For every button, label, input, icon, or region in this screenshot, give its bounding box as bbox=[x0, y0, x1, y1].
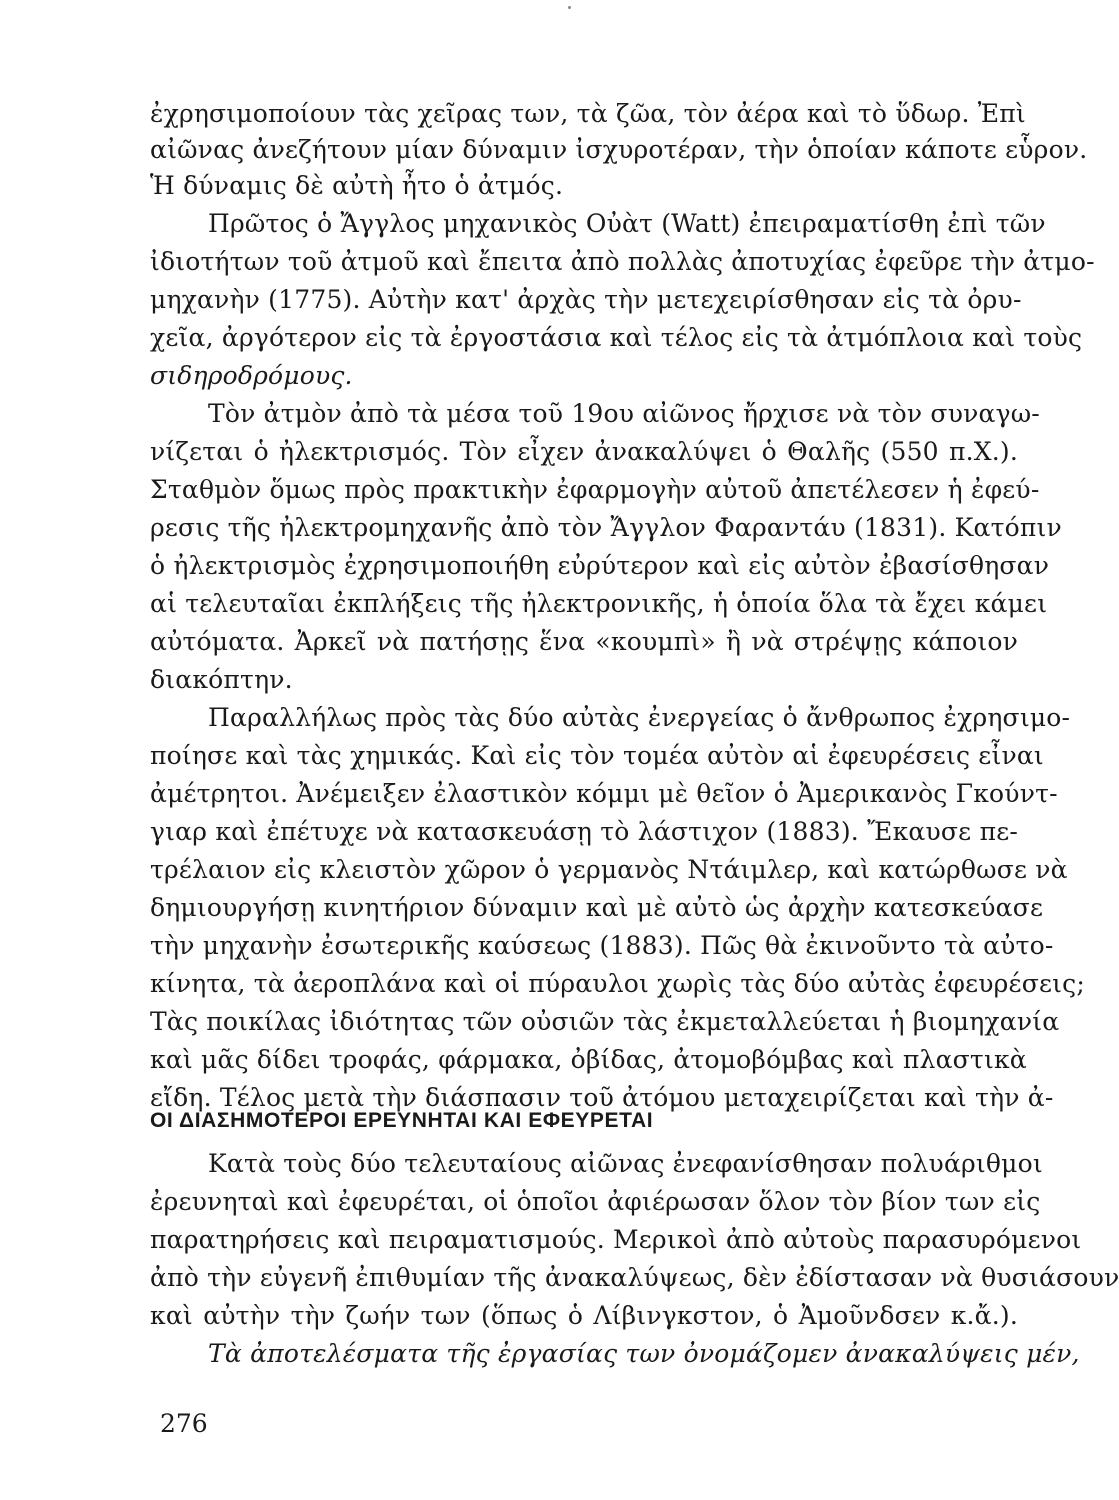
text-line: χεῖα, ἀργότερον εἰς τὰ ἐργοστάσια καὶ τέλος εἰς τὰ ἀτμόπλοια καὶ τοὺς bbox=[150, 323, 1083, 352]
text-line: Σταθμὸν ὅμως πρὸς πρακτικὴν ἐφαρμογὴν αὐτοῦ ἀπετέλεσεν ἡ ἐφεύ- bbox=[150, 475, 1040, 504]
text-line: ἐρευνηταὶ καὶ ἐφευρέται, οἱ ὁποῖοι ἀφιέρωσαν ὅλον τὸν βίον των εἰς bbox=[150, 1187, 1041, 1216]
text-line bbox=[150, 206, 1046, 242]
text-line: καὶ μᾶς δίδει τροφάς, φάρμακα, ὀβίδας, ἀτομοβόμβας καὶ πλαστικὰ bbox=[150, 1045, 1027, 1074]
text-line: κίνητα, τὰ ἀεροπλάνα καὶ οἱ πύραυλοι χωρὶς τὰς δύο αὐτὰς ἐφευρέσεις; bbox=[150, 969, 1085, 998]
text-line bbox=[150, 358, 1018, 394]
text-line bbox=[150, 1336, 1080, 1372]
paper-speck bbox=[568, 6, 571, 9]
text-line: καὶ αὐτὴν τὴν ζωήν των (ὅπως ὁ Λίβινγκστον, ὁ Ἀμοῦνδσεν κ.ἄ.). bbox=[150, 1301, 1018, 1330]
text-line: Παραλλήλως πρὸς τὰς δύο αὐτὰς ἐνεργείας ὁ ἄνθρωπος ἐχρησιμο- bbox=[208, 703, 1071, 732]
text-line: δημιουργήσῃ κινητήριον δύναμιν καὶ μὲ αὐτὸ ὡς ἀρχὴν κατεσκεύασε bbox=[150, 893, 1044, 922]
section-heading: ΟΙ ΔΙΑΣΗΜΟΤΕΡΟΙ ΕΡΕΥΝΗΤΑΙ ΚΑΙ ΕΦΕΥΡΕΤΑΙ bbox=[150, 1109, 654, 1132]
text-line: τὴν μηχανὴν ἐσωτερικῆς καύσεως (1883). Πῶς θὰ ἐκινοῦντο τὰ αὐτο- bbox=[150, 931, 1054, 960]
page-number: 276 bbox=[160, 1409, 208, 1438]
text-segment: Πρῶτος ὁ Ἄγγλος μηχανικὸς Οὐὰτ (Watt) ἐπειραματίσθη ἐπὶ τῶν bbox=[208, 209, 1046, 238]
text-line: αὐτόματα. Ἀρκεῖ νὰ πατήσῃς ἕνα «κουμπὶ» ἢ νὰ στρέψῃς κάποιον bbox=[150, 627, 1018, 656]
text-line: αἰῶνας ἀνεζήτουν μίαν δύναμιν ἰσχυροτέραν, τὴν ὁποίαν κάποτε εὗρον. bbox=[150, 135, 1088, 164]
text-line: ἀπὸ τὴν εὐγενῆ ἐπιθυμίαν τῆς ἀνακαλύψεως, δὲν ἐδίστασαν νὰ θυσιάσουν bbox=[150, 1263, 1119, 1292]
text-line: παρατηρήσεις καὶ πειραματισμούς. Μερικοὶ ἀπὸ αὐτοὺς παρασυρόμενοι bbox=[150, 1225, 1082, 1254]
text-line: γιαρ καὶ ἐπέτυχε νὰ κατασκευάσῃ τὸ λάστιχον (1883). Ἔκαυσε πε- bbox=[150, 817, 1018, 846]
text-line: Τὰς ποικίλας ἰδιότητας τῶν οὐσιῶν τὰς ἐκμεταλλεύεται ἡ βιομηχανία bbox=[150, 1007, 1060, 1036]
text-line: μηχανὴν (1775). Αὐτὴν κατ' ἀρχὰς τὴν μετεχειρίσθησαν εἰς τὰ ὀρυ- bbox=[150, 285, 1022, 314]
text-line: νίζεται ὁ ἠλεκτρισμός. Τὸν εἶχεν ἀνακαλύψει ὁ Θαλῆς (550 π.Χ.). bbox=[150, 437, 1018, 466]
text-line: Κατὰ τοὺς δύο τελευταίους αἰῶνας ἐνεφανίσθησαν πολυάριθμοι bbox=[208, 1149, 1043, 1178]
text-line: τρέλαιον εἰς κλειστὸν χῶρον ὁ γερμανὸς Ντάιμλερ, καὶ κατώρθωσε νὰ bbox=[150, 855, 1068, 884]
text-line: ποίησε καὶ τὰς χημικάς. Καὶ εἰς τὸν τομέα αὐτὸν αἱ ἐφευρέσεις εἶναι bbox=[150, 741, 1044, 770]
text-line: ἐχρησιμοποίουν τὰς χεῖρας των, τὰ ζῶα, τὸν ἀέρα καὶ τὸ ὕδωρ. Ἐπὶ bbox=[150, 99, 1026, 128]
italic-sentence: Τὰ ἀποτελέσματα τῆς ἐργασίας των ὀνομάζομεν ἀνακαλύψεις μέν, bbox=[208, 1339, 1080, 1368]
text-line: εἴδη. Τέλος μετὰ τὴν διάσπασιν τοῦ ἀτόμου μεταχειρίζεται καὶ τὴν ἀ- bbox=[150, 1083, 1054, 1112]
text-line: ἰδιοτήτων τοῦ ἀτμοῦ καὶ ἔπειτα ἀπὸ πολλὰς ἀποτυχίας ἐφεῦρε τὴν ἀτμο- bbox=[150, 247, 1095, 276]
text-line: διακόπτην. bbox=[150, 665, 293, 694]
text-line: Ἡ δύναμις δὲ αὐτὴ ἦτο ὁ ἀτμός. bbox=[150, 171, 564, 200]
text-line: Τὸν ἀτμὸν ἀπὸ τὰ μέσα τοῦ 19ου αἰῶνος ἤρχισε νὰ τὸν συναγω- bbox=[208, 399, 1040, 428]
text-line: ὁ ἠλεκτρισμὸς ἐχρησιμοποιήθη εὐρύτερον καὶ εἰς αὐτὸν ἐβασίσθησαν bbox=[150, 551, 1050, 580]
text-line: αἱ τελευταῖαι ἐκπλήξεις τῆς ἠλεκτρονικῆς, ἡ ὁποία ὅλα τὰ ἔχει κάμει bbox=[150, 589, 1048, 618]
text-line: ρεσις τῆς ἠλεκτρομηχανῆς ἀπὸ τὸν Ἄγγλον Φαραντάυ (1831). Κατόπιν bbox=[150, 513, 1062, 542]
text-line: ἀμέτρητοι. Ἀνέμειξεν ἐλαστικὸν κόμμι μὲ θεῖον ὁ Ἀμερικανὸς Γκούντ- bbox=[150, 779, 1058, 808]
italic-term: σιδηροδρόμους. bbox=[150, 361, 353, 390]
